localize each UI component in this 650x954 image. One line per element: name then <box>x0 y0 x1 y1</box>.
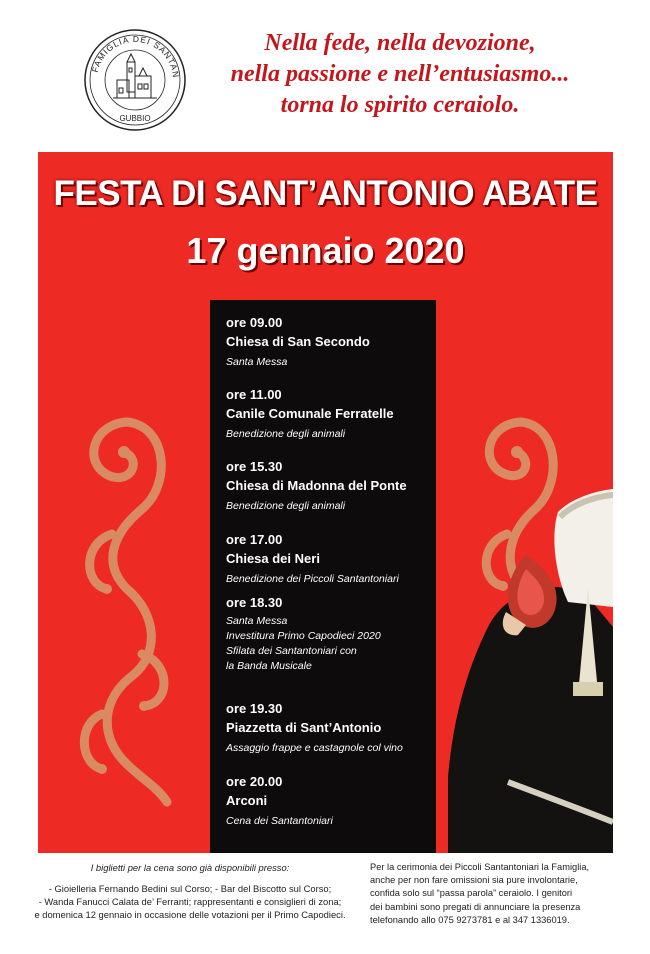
schedule-note: Investitura Primo Capodieci 2020 <box>226 630 381 642</box>
tagline-line: torna lo spirito ceraiolo. <box>280 92 520 118</box>
schedule-time: ore 20.00 <box>226 774 283 789</box>
schedule-note: Benedizione degli animali <box>226 500 346 512</box>
saint-statue-image <box>448 477 613 853</box>
ceremony-info-line: Per la cerimonia dei Piccoli Santantoniari la Famiglia, <box>370 862 590 872</box>
tagline <box>200 28 600 121</box>
schedule-item <box>226 773 333 829</box>
schedule-place: Canile Comunale Ferratelle <box>226 406 394 421</box>
schedule-time: ore 15.30 <box>226 459 283 474</box>
poster-title: FESTA DI SANT’ANTONIO ABATE <box>53 174 598 213</box>
schedule-note: Assaggio frappe e castagnole col vino <box>226 742 403 754</box>
ticket-info-line: e domenica 12 gennaio in occasione delle votazioni per il Primo Capodieci. <box>34 909 346 920</box>
logo-city: GUBBIO <box>119 114 151 123</box>
schedule-item <box>226 458 407 514</box>
schedule-place: Arconi <box>226 793 268 808</box>
schedule-item <box>226 700 403 756</box>
ceremony-info <box>370 861 632 927</box>
ceremony-info-line: anche per non fare omissioni sia pure involontarie, <box>370 875 578 886</box>
schedule-time: ore 11.00 <box>226 387 282 402</box>
logo-ring-text: FAMIGLIA DEI SANTAN <box>89 33 182 79</box>
schedule-place: Chiesa di Madonna del Ponte <box>226 478 407 493</box>
tagline-line: Nella fede, nella devozione, <box>264 30 536 56</box>
ticket-info-intro: I biglietti per la cena sono già disponibili presso: <box>90 862 290 873</box>
schedule-time: ore 17.00 <box>226 532 283 547</box>
ceremony-info-line: dei bambini sono pregati di annunciare la presenza <box>370 901 581 912</box>
schedule-note: la Banda Musicale <box>226 660 312 672</box>
poster <box>38 152 613 853</box>
schedule-item <box>226 314 370 370</box>
ornament-scroll-left <box>72 414 182 809</box>
ticket-info <box>20 861 360 921</box>
schedule-time: ore 18.30 <box>226 595 283 610</box>
schedule-item <box>226 386 394 442</box>
santantoniari-logo <box>83 28 187 132</box>
schedule-note: Benedizione dei Piccoli Santantoniari <box>226 573 399 585</box>
schedule-note: Benedizione degli animali <box>226 428 346 440</box>
poster-date: 17 gennaio 2020 <box>186 230 465 271</box>
schedule-note: Sfilata dei Santantoniari con <box>226 645 357 657</box>
schedule-place: Chiesa dei Neri <box>226 551 320 566</box>
schedule-item <box>226 531 399 587</box>
schedule-item <box>226 594 381 674</box>
ceremony-info-line: confida solo sul “passa parola” ceraiolo. I genitori <box>370 888 573 899</box>
schedule-time: ore 09.00 <box>226 315 283 330</box>
ceremony-info-line: telefonando allo 075 9273781 e al 347 1336019. <box>370 914 570 925</box>
schedule-panel <box>210 300 436 853</box>
ticket-info-line: - Gioielleria Fernando Bedini sul Corso; - Bar del Biscotto sul Corso; <box>48 883 332 894</box>
schedule-time: ore 19.30 <box>226 701 283 716</box>
schedule-note: Santa Messa <box>226 356 288 368</box>
schedule-note: Cena dei Santantoniari <box>226 815 333 827</box>
schedule-note: Santa Messa <box>226 615 288 627</box>
ticket-info-line: - Wanda Fanucci Calata de’ Ferranti; rappresentanti e consiglieri di zona; <box>38 896 342 907</box>
tagline-line: nella passione e nell’entusiasmo... <box>230 61 570 87</box>
schedule-place: Chiesa di San Secondo <box>226 334 370 349</box>
schedule-place: Piazzetta di Sant’Antonio <box>226 720 382 735</box>
